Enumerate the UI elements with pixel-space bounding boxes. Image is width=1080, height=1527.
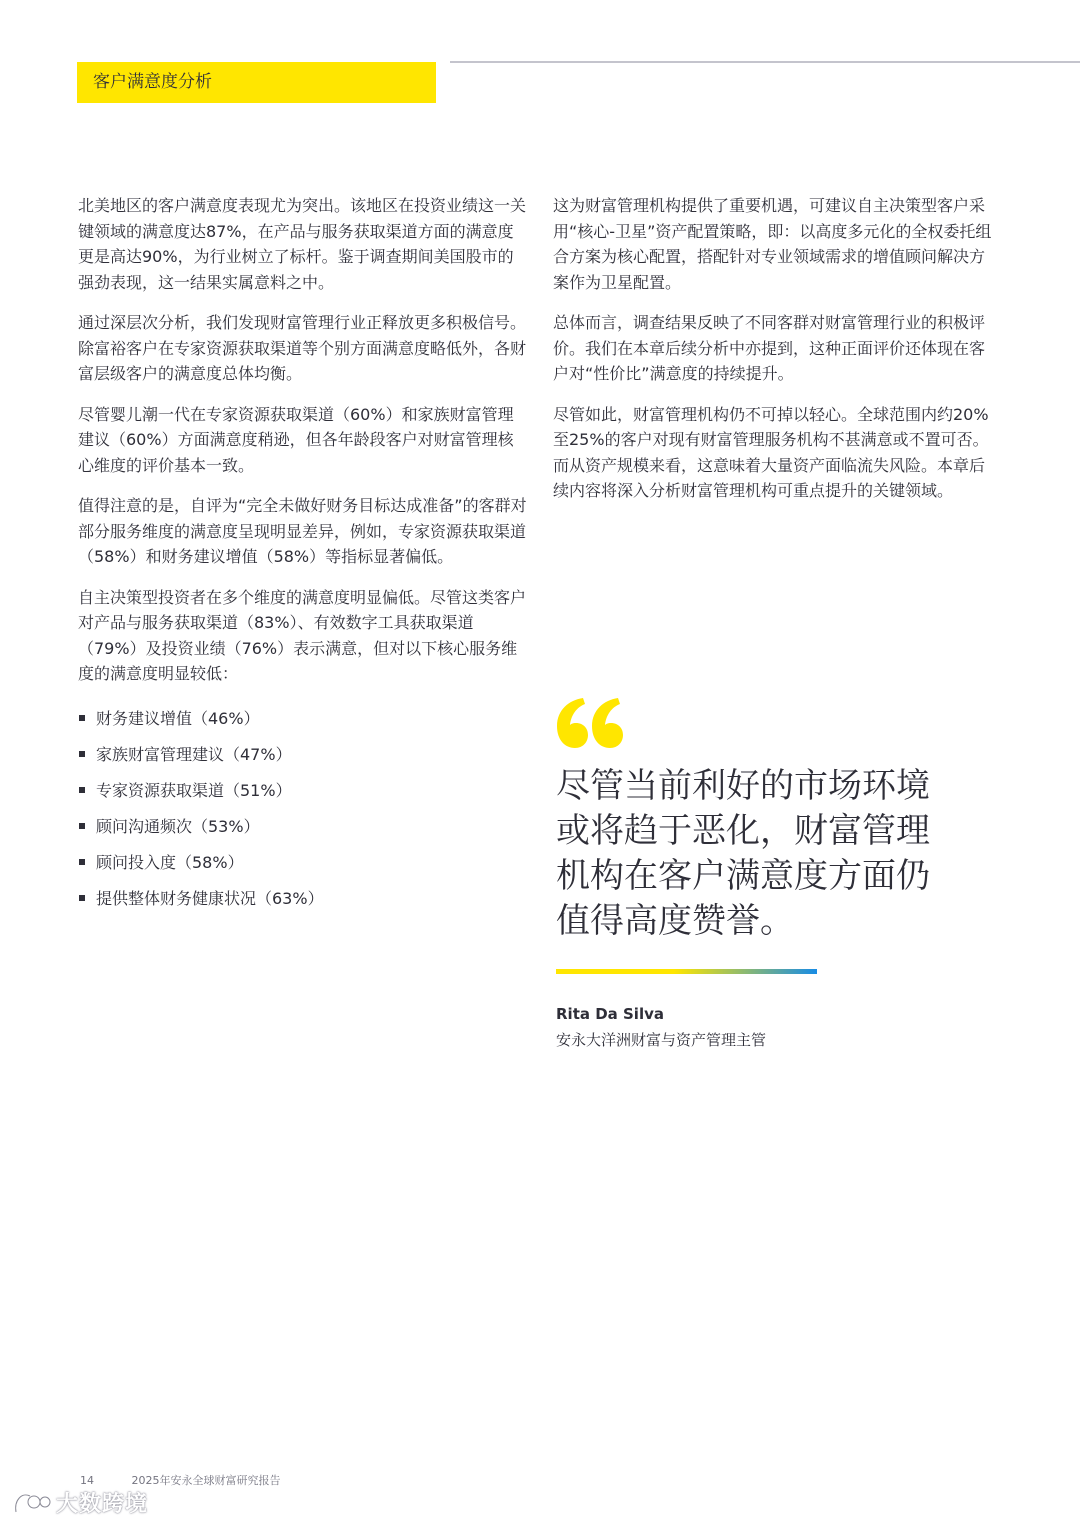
list-item: 顾问投入度（58%）	[78, 850, 528, 886]
list-item: 顾问沟通频次（53%）	[78, 814, 528, 850]
header-divider	[450, 61, 1080, 63]
paragraph: 自主决策型投资者在多个维度的满意度明显偏低。尽管这类客户对产品与服务获取渠道（83%）、有效数字工具获取渠道（79%）及投资业绩（76%）表示满意，但对以下核心服务维度的满意度明显较低：	[78, 587, 527, 683]
watermark-text: 大数跨境	[56, 1491, 149, 1517]
quote-author-title: 安永大洋洲财富与资产管理主管	[556, 1031, 767, 1049]
paragraph: 值得注意的是，自评为“完全未做好财务目标达成准备”的客群对部分服务维度的满意度呈现明显差异，例如，专家资源获取渠道（58%）和财务建议增值（58%）等指标显著偏低。	[78, 496, 527, 566]
quote-divider	[556, 969, 817, 974]
pull-quote: 尽管当前利好的市场环境或将趋于恶化，财富管理机构在客户满意度方面仍值得高度赞誉。	[556, 766, 930, 941]
paragraph: 总体而言，调查结果反映了不同客群对财富管理行业的积极评价。我们在本章后续分析中亦提到，这种正面评价还体现在客户对“性价比”满意度的持续提升。	[553, 313, 986, 383]
right-column	[553, 193, 998, 519]
quote-author-name: Rita Da Silva	[556, 1005, 664, 1023]
paragraph: 这为财富管理机构提供了重要机遇，可建议自主决策型客户采用“核心-卫星”资产配置策略，即：以高度多元化的全权委托组合方案为核心配置，搭配针对专业领域需求的增值顾问解决方案作为卫星配置。	[553, 196, 992, 292]
list-item: 专家资源获取渠道（51%）	[78, 778, 528, 814]
list-item: 提供整体财务健康状况（63%）	[78, 886, 528, 922]
list-item: 财务建议增值（46%）	[78, 706, 528, 742]
section-title: 客户满意度分析	[77, 62, 436, 103]
watermark	[12, 1486, 148, 1518]
paragraph: 尽管如此，财富管理机构仍不可掉以轻心。全球范围内约20%至25%的客户对现有财富管理服务机构不甚满意或不置可否。而从资产规模来看，这意味着大量资产面临流失风险。本章后续内容将深入分析财富管理机构可重点提升的关键领域。	[553, 404, 989, 500]
page-number: 14	[80, 1474, 94, 1487]
paragraph: 北美地区的客户满意度表现尤为突出。该地区在投资业绩这一关键领域的满意度达87%，在产品与服务获取渠道方面的满意度更是高达90%，为行业树立了标杆。鉴于调查期间美国股市的强劲表现，这一结果实属意料之中。	[78, 196, 527, 292]
list-item: 家族财富管理建议（47%）	[78, 742, 528, 778]
paragraph: 尽管婴儿潮一代在专家资源获取渠道（60%）和家族财富管理建议（60%）方面满意度稍逊，但各年龄段客户对财富管理核心维度的评价基本一致。	[78, 404, 514, 475]
watermark-logo-icon	[12, 1488, 52, 1516]
left-column	[78, 193, 528, 922]
quote-mark-icon	[553, 696, 623, 750]
satisfaction-bullet-list	[78, 706, 528, 922]
report-title: 2025年安永全球财富研究报告	[131, 1474, 281, 1487]
paragraph: 通过深层次分析，我们发现财富管理行业正释放更多积极信号。除富裕客户在专家资源获取渠道等个别方面满意度略低外，各财富层级客户的满意度总体均衡。	[78, 313, 527, 383]
